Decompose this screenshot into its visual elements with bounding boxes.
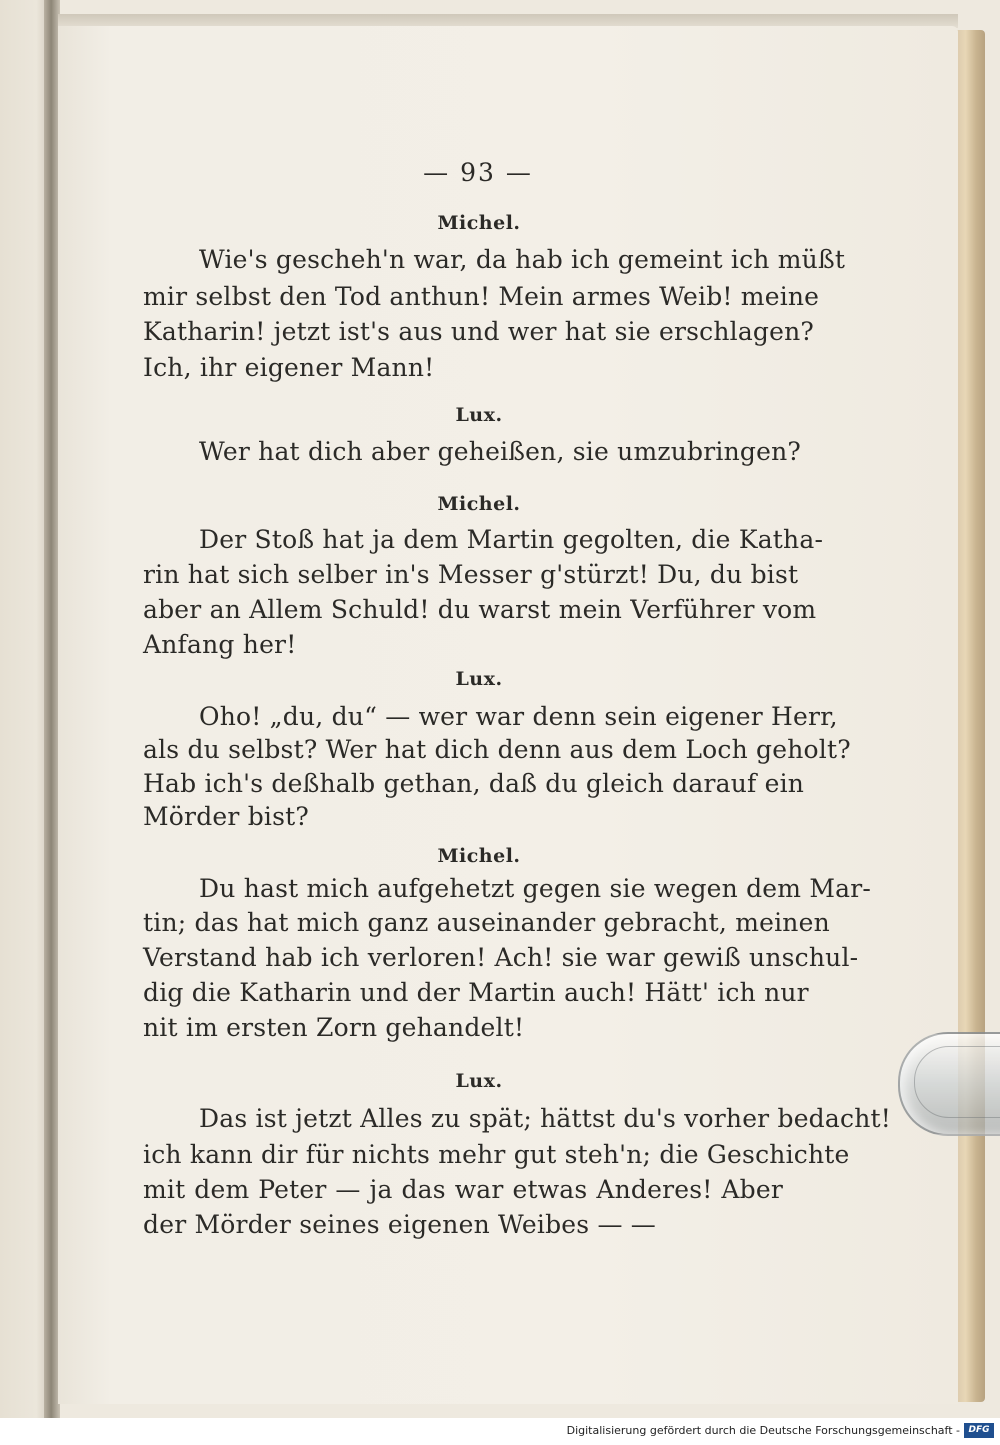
text-line: mit dem Peter — ja das war etwas Anderes! Aber xyxy=(143,1175,783,1204)
text-line: tin; das hat mich ganz auseinander gebracht, meinen xyxy=(143,908,830,937)
text-line: Katharin! jetzt ist's aus und wer hat sie erschlagen? xyxy=(143,317,815,346)
text-line: mir selbst den Tod anthun! Mein armes Weib! meine xyxy=(143,282,820,311)
speaker-label: Lux. xyxy=(455,668,503,690)
text-line: nit im ersten Zorn gehandelt! xyxy=(143,1013,525,1042)
text-line: Wer hat dich aber geheißen, sie umzubringen? xyxy=(199,437,801,466)
text-line: Mörder bist? xyxy=(143,802,309,831)
text-line: Du hast mich aufgehetzt gegen sie wegen dem Mar- xyxy=(199,874,872,903)
text-line: Anfang her! xyxy=(143,630,297,659)
speaker-label: Lux. xyxy=(455,404,503,426)
page-block-edge xyxy=(955,30,985,1402)
text-line: dig die Katharin und der Martin auch! Hätt' ich nur xyxy=(143,978,809,1007)
text-line: aber an Allem Schuld! du warst mein Verführer vom xyxy=(143,595,817,624)
speaker-label: Michel. xyxy=(437,845,521,867)
speaker-label: Michel. xyxy=(437,212,521,234)
text-line: Verstand hab ich verloren! Ach! sie war gewiß unschul- xyxy=(143,943,859,972)
digitization-credit: Digitalisierung gefördert durch die Deutsche Forschungsgemeinschaft - xyxy=(566,1424,960,1437)
text-line: Der Stoß hat ja dem Martin gegolten, die Katha- xyxy=(199,525,824,554)
text-line: der Mörder seines eigenen Weibes — — xyxy=(143,1210,656,1239)
text-line: Wie's gescheh'n war, da hab ich gemeint ich müßt xyxy=(199,245,846,274)
text-line: rin hat sich selber in's Messer g'stürzt! Du, du bist xyxy=(143,560,799,589)
text-line: ich kann dir für nichts mehr gut steh'n; die Geschichte xyxy=(143,1140,850,1169)
text-line: als du selbst? Wer hat dich denn aus dem Loch geholt? xyxy=(143,735,851,764)
speaker-label: Michel. xyxy=(437,493,521,515)
speaker-label: Lux. xyxy=(455,1070,503,1092)
text-line: Hab ich's deßhalb gethan, daß du gleich darauf ein xyxy=(143,769,805,798)
text-line: Oho! „du, du“ — wer war denn sein eigener Herr, xyxy=(199,702,838,731)
dfg-logo: DFG xyxy=(964,1423,994,1438)
text-line: Ich, ihr eigener Mann! xyxy=(143,353,435,382)
page-clip-inner xyxy=(914,1046,1000,1118)
page-number: — 93 — xyxy=(423,158,533,187)
text-line: Das ist jetzt Alles zu spät; hättst du's vorher bedacht! xyxy=(199,1104,891,1133)
